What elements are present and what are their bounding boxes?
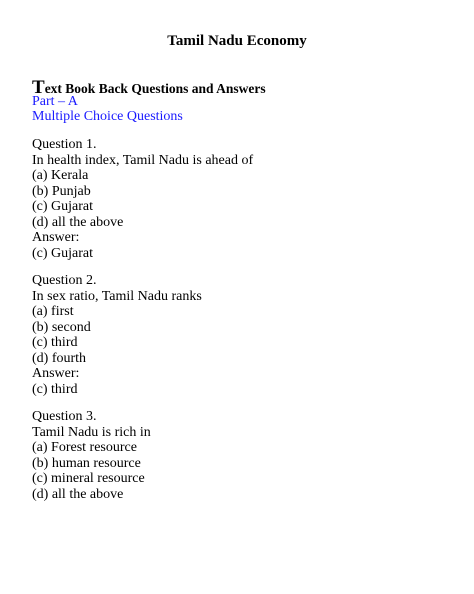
question-number: Question 3.	[32, 409, 97, 424]
question-text: In sex ratio, Tamil Nadu ranks	[32, 288, 202, 304]
answer-text: (c) Gujarat	[32, 245, 94, 261]
question-text: Tamil Nadu is rich in	[32, 424, 151, 440]
option-item: (d) all the above	[32, 214, 124, 230]
question-text: In health index, Tamil Nadu is ahead of	[32, 152, 254, 168]
answer-text: (c) third	[32, 381, 78, 397]
option-item: (c) Gujarat	[32, 199, 94, 214]
answer-label: Answer:	[32, 366, 80, 381]
option-item: (a) first	[32, 304, 74, 319]
option-item: (a) Kerala	[32, 168, 89, 183]
option-item: (c) mineral resource	[32, 471, 145, 486]
option-item: (d) all the above	[32, 486, 124, 502]
question-block	[32, 273, 202, 397]
page-title: Tamil Nadu Economy	[167, 33, 307, 49]
heading-text: ext Book Back Questions and Answers	[44, 81, 266, 96]
heading-initial: T	[32, 77, 45, 98]
option-item: (d) fourth	[32, 350, 87, 366]
answer-label: Answer:	[32, 230, 80, 245]
question-block	[32, 137, 253, 261]
section-subtitle: Multiple Choice Questions	[32, 109, 183, 124]
question-number: Question 2.	[32, 273, 97, 288]
option-item: (c) third	[32, 335, 78, 350]
option-item: (b) Punjab	[32, 183, 91, 199]
option-item: (a) Forest resource	[32, 440, 137, 455]
part-label: Part – A	[32, 94, 78, 109]
question-number: Question 1.	[32, 137, 97, 152]
option-item: (b) human resource	[32, 455, 141, 471]
option-item: (b) second	[32, 319, 91, 335]
question-block	[32, 409, 151, 502]
